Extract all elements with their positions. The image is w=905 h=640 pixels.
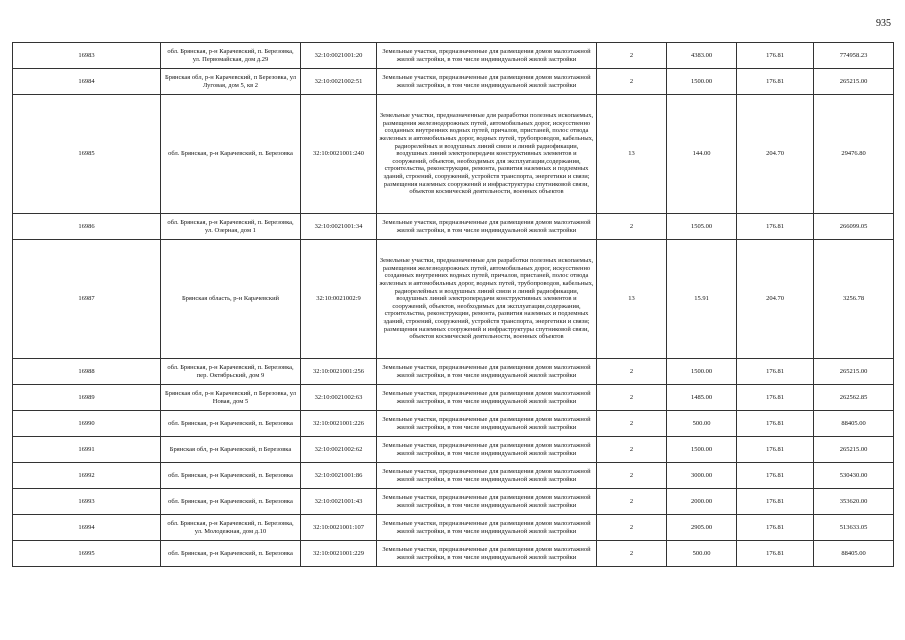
group-cell: 2 (597, 385, 667, 411)
rate-cell: 176.81 (737, 214, 814, 240)
address-cell: Брянская обл, р-н Карачевский, п Березовка, ул Новая, дом 5 (161, 385, 301, 411)
table-row (13, 69, 894, 95)
address-cell: Брянская обл, р-н Карачевский, п Березовка (161, 437, 301, 463)
area-cell: 1500.00 (667, 437, 737, 463)
cadastral-value-cell: 3256.78 (814, 240, 894, 359)
address-cell: обл. Брянская, р-н Карачевский, п. Березовка, ул. Первомайская, дом д.29 (161, 43, 301, 69)
rate-cell: 204.70 (737, 240, 814, 359)
address-cell: обл. Брянская, р-н Карачевский, п. Березовка (161, 411, 301, 437)
group-cell: 2 (597, 437, 667, 463)
table-row (13, 437, 894, 463)
table-row (13, 359, 894, 385)
land-use-cell: Земельные участки, предназначенные для размещения домов малоэтажной жилой застройки, в том числе индивидуальной жилой застройки (377, 541, 597, 567)
group-cell: 13 (597, 240, 667, 359)
area-cell: 4383.00 (667, 43, 737, 69)
cadastral-number-cell: 32:10:0021001:86 (301, 463, 377, 489)
land-use-cell: Земельные участки, предназначенные для размещения домов малоэтажной жилой застройки, в том числе индивидуальной жилой застройки (377, 489, 597, 515)
row-number: 16988 (13, 359, 161, 385)
land-use-cell: Земельные участки, предназначенные для разработки полезных ископаемых, размещения железнодорожных путей, автомобильных дорог, искусственно созданных внутренних водных путей, причалов, пристаней, полос отвода железных и автомобильных дорог, водных путей, трубопроводов, кабельных, радиорелейных и воздушных линий связи и линий радиофикации, воздушных линий электропередачи конструктивных элементов и сооружений, объектов, необходимых для эксплуатации,содержания, строительства, реконструкции, ремонта, развития наземных и подземных зданий, строений, сооружений, устройств транспорта, энергетики и связи; размещения наземных сооружений и инфраструктуры спутниковой связи, объектов космической деятельности, военных объектов (377, 240, 597, 359)
group-cell: 2 (597, 43, 667, 69)
rate-cell: 176.81 (737, 489, 814, 515)
rate-cell: 176.81 (737, 463, 814, 489)
address-cell: обл. Брянская, р-н Карачевский, п. Березовка, пер. Октябрьский, дом 9 (161, 359, 301, 385)
row-number: 16986 (13, 214, 161, 240)
table-row (13, 43, 894, 69)
cadastral-value-cell: 774958.23 (814, 43, 894, 69)
cadastral-number-cell: 32:10:0021001:240 (301, 95, 377, 214)
row-number: 16992 (13, 463, 161, 489)
row-number: 16987 (13, 240, 161, 359)
cadastral-value-cell: 265215.00 (814, 359, 894, 385)
address-cell: обл. Брянская, р-н Карачевский, п. Березовка (161, 463, 301, 489)
page-number: 935 (876, 18, 891, 29)
land-use-cell: Земельные участки, предназначенные для размещения домов малоэтажной жилой застройки, в том числе индивидуальной жилой застройки (377, 411, 597, 437)
land-registry-table (12, 42, 894, 567)
row-number: 16984 (13, 69, 161, 95)
cadastral-value-cell: 513633.05 (814, 515, 894, 541)
rate-cell: 176.81 (737, 43, 814, 69)
rate-cell: 176.81 (737, 411, 814, 437)
area-cell: 500.00 (667, 541, 737, 567)
area-cell: 1500.00 (667, 359, 737, 385)
cadastral-number-cell: 32:10:0021001:34 (301, 214, 377, 240)
land-use-cell: Земельные участки, предназначенные для размещения домов малоэтажной жилой застройки, в том числе индивидуальной жилой застройки (377, 43, 597, 69)
row-number: 16995 (13, 541, 161, 567)
table-row (13, 541, 894, 567)
rate-cell: 204.70 (737, 95, 814, 214)
cadastral-value-cell: 266099.05 (814, 214, 894, 240)
cadastral-number-cell: 32:10:0021001:226 (301, 411, 377, 437)
cadastral-value-cell: 88405.00 (814, 411, 894, 437)
cadastral-number-cell: 32:10:0021002:9 (301, 240, 377, 359)
group-cell: 13 (597, 95, 667, 214)
row-number: 16989 (13, 385, 161, 411)
land-use-cell: Земельные участки, предназначенные для разработки полезных ископаемых, размещения железнодорожных путей, автомобильных дорог, искусственно созданных внутренних водных путей, причалов, пристаней, полос отвода железных и автомобильных дорог, водных путей, трубопроводов, кабельных, радиорелейных и воздушных линий связи и линий радиофикации, воздушных линий электропередачи конструктивных элементов и сооружений, объектов, необходимых для эксплуатации,содержания, строительства, реконструкции, ремонта, развития наземных и подземных зданий, строений, сооружений, устройств транспорта, энергетики и связи; размещения наземных сооружений и инфраструктуры спутниковой связи, объектов космической деятельности, военных объектов (377, 95, 597, 214)
table-row (13, 95, 894, 214)
land-use-cell: Земельные участки, предназначенные для размещения домов малоэтажной жилой застройки, в том числе индивидуальной жилой застройки (377, 437, 597, 463)
table-row (13, 240, 894, 359)
cadastral-value-cell: 262562.85 (814, 385, 894, 411)
group-cell: 2 (597, 359, 667, 385)
cadastral-value-cell: 88405.00 (814, 541, 894, 567)
rate-cell: 176.81 (737, 69, 814, 95)
land-use-cell: Земельные участки, предназначенные для размещения домов малоэтажной жилой застройки, в том числе индивидуальной жилой застройки (377, 515, 597, 541)
cadastral-value-cell: 530430.00 (814, 463, 894, 489)
table-row (13, 515, 894, 541)
area-cell: 2905.00 (667, 515, 737, 541)
row-number: 16994 (13, 515, 161, 541)
table-row (13, 214, 894, 240)
address-cell: Брянская область, р-н Карачевский (161, 240, 301, 359)
cadastral-value-cell: 265215.00 (814, 437, 894, 463)
address-cell: обл. Брянская, р-н Карачевский, п. Березовка, ул. Озерная, дом 1 (161, 214, 301, 240)
group-cell: 2 (597, 69, 667, 95)
land-use-cell: Земельные участки, предназначенные для размещения домов малоэтажной жилой застройки, в том числе индивидуальной жилой застройки (377, 463, 597, 489)
address-cell: обл. Брянская, р-н Карачевский, п. Березовка (161, 489, 301, 515)
group-cell: 2 (597, 515, 667, 541)
area-cell: 1505.00 (667, 214, 737, 240)
land-use-cell: Земельные участки, предназначенные для размещения домов малоэтажной жилой застройки, в том числе индивидуальной жилой застройки (377, 359, 597, 385)
address-cell: обл. Брянская, р-н Карачевский, п. Березовка (161, 541, 301, 567)
table-row (13, 411, 894, 437)
cadastral-number-cell: 32:10:0021001:107 (301, 515, 377, 541)
rate-cell: 176.81 (737, 359, 814, 385)
cadastral-number-cell: 32:10:0021002:51 (301, 69, 377, 95)
area-cell: 1500.00 (667, 69, 737, 95)
group-cell: 2 (597, 541, 667, 567)
land-use-cell: Земельные участки, предназначенные для размещения домов малоэтажной жилой застройки, в том числе индивидуальной жилой застройки (377, 69, 597, 95)
land-use-cell: Земельные участки, предназначенные для размещения домов малоэтажной жилой застройки, в том числе индивидуальной жилой застройки (377, 214, 597, 240)
table-row (13, 385, 894, 411)
area-cell: 15.91 (667, 240, 737, 359)
cadastral-value-cell: 29476.80 (814, 95, 894, 214)
rate-cell: 176.81 (737, 515, 814, 541)
group-cell: 2 (597, 411, 667, 437)
cadastral-number-cell: 32:10:0021001:20 (301, 43, 377, 69)
row-number: 16990 (13, 411, 161, 437)
rate-cell: 176.81 (737, 541, 814, 567)
group-cell: 2 (597, 463, 667, 489)
land-use-cell: Земельные участки, предназначенные для размещения домов малоэтажной жилой застройки, в том числе индивидуальной жилой застройки (377, 385, 597, 411)
address-cell: обл. Брянская, р-н Карачевский, п. Березовка (161, 95, 301, 214)
area-cell: 500.00 (667, 411, 737, 437)
rate-cell: 176.81 (737, 437, 814, 463)
row-number: 16993 (13, 489, 161, 515)
address-cell: обл. Брянская, р-н Карачевский, п. Березовка, ул. Молодежная, дом д.10 (161, 515, 301, 541)
group-cell: 2 (597, 489, 667, 515)
cadastral-number-cell: 32:10:0021002:62 (301, 437, 377, 463)
table-row (13, 489, 894, 515)
cadastral-number-cell: 32:10:0021001:256 (301, 359, 377, 385)
row-number: 16985 (13, 95, 161, 214)
rate-cell: 176.81 (737, 385, 814, 411)
cadastral-value-cell: 265215.00 (814, 69, 894, 95)
cadastral-number-cell: 32:10:0021002:63 (301, 385, 377, 411)
row-number: 16983 (13, 43, 161, 69)
table-row (13, 463, 894, 489)
group-cell: 2 (597, 214, 667, 240)
row-number: 16991 (13, 437, 161, 463)
area-cell: 3000.00 (667, 463, 737, 489)
area-cell: 2000.00 (667, 489, 737, 515)
address-cell: Брянская обл, р-н Карачевский, п Березовка, ул Луговая, дом 5, кв 2 (161, 69, 301, 95)
cadastral-number-cell: 32:10:0021001:229 (301, 541, 377, 567)
area-cell: 144.00 (667, 95, 737, 214)
cadastral-value-cell: 353620.00 (814, 489, 894, 515)
area-cell: 1485.00 (667, 385, 737, 411)
cadastral-number-cell: 32:10:0021001:43 (301, 489, 377, 515)
